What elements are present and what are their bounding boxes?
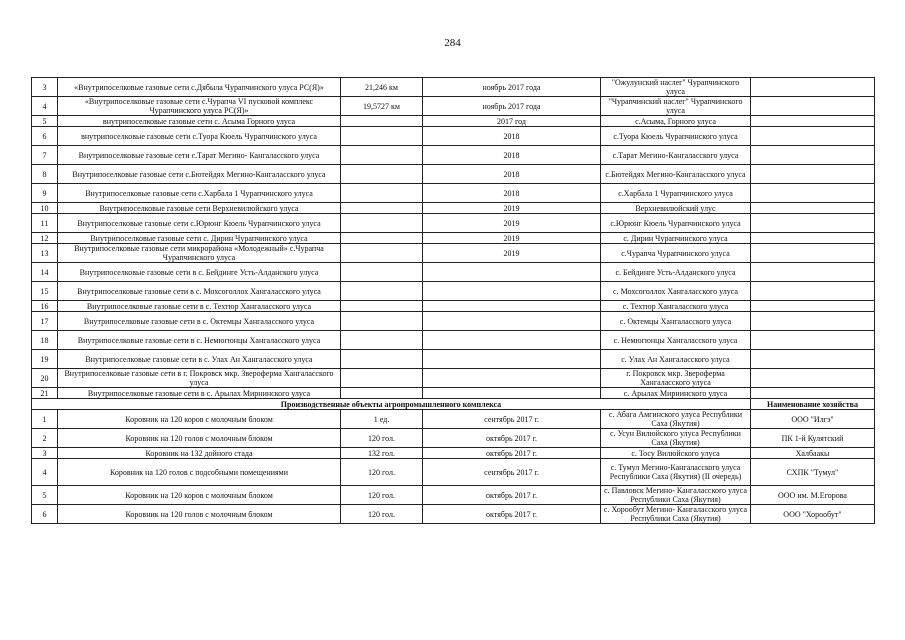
object-length [341, 312, 423, 331]
commission-date: ноябрь 2017 года [423, 78, 601, 97]
table-row [32, 331, 875, 350]
table-row [32, 369, 875, 388]
object-name: Внутрипоселковые газовые сети с.Юрюнг Кюель Чурапчинского улуса [58, 214, 341, 233]
object-owner [751, 97, 875, 116]
object-length [341, 244, 423, 263]
commission-date [423, 312, 601, 331]
object-length [341, 116, 423, 127]
row-number: 21 [32, 388, 58, 399]
table-row [32, 429, 875, 448]
object-owner [751, 350, 875, 369]
farm-name: СХПК "Тумул" [751, 459, 875, 486]
table-row [32, 312, 875, 331]
page-number: 284 [444, 37, 461, 49]
commission-date: октябрь 2017 г. [423, 505, 601, 524]
object-location: Верхневилюйский улус [601, 203, 751, 214]
object-length [341, 263, 423, 282]
object-location: с. Немюгюнцы Хангаласского улуса [601, 331, 751, 350]
row-number: 14 [32, 263, 58, 282]
commission-date: сентябрь 2017 г. [423, 459, 601, 486]
commission-date [423, 350, 601, 369]
object-location: с. Техтюр Хангаласского улуса [601, 301, 751, 312]
object-owner [751, 301, 875, 312]
object-name: внутрипоселковые газовые сети с.Туора Кюель Чурапчинского улуса [58, 127, 341, 146]
object-length [341, 301, 423, 312]
commission-date: октябрь 2017 г. [423, 486, 601, 505]
object-location: "Чурапчинский наслег" Чурапчинского улуса [601, 97, 751, 116]
object-length [341, 369, 423, 388]
object-name: «Внутрипоселковые газовые сети с.Чурапча VI пусковой комплекс Чурапчинского улуса РС(Я)» [58, 97, 341, 116]
table-row [32, 97, 875, 116]
object-owner [751, 369, 875, 388]
object-location: с.Юрюнг Кюель Чурапчинского улуса [601, 214, 751, 233]
object-owner [751, 388, 875, 399]
object-length [341, 184, 423, 203]
table-row [32, 388, 875, 399]
object-capacity: 120 гол. [341, 505, 423, 524]
table-row [32, 203, 875, 214]
object-name: Внутрипоселковые газовые сети Верхневилюйского улуса [58, 203, 341, 214]
object-name: Коровник на 120 голов с молочным блоком [58, 429, 341, 448]
object-location: с.Асыма, Горного улуса [601, 116, 751, 127]
object-location: с. Улах Ан Хангаласского улуса [601, 350, 751, 369]
object-name: Внутрипоселковые газовые сети микрорайона «Молодежный» с.Чурапча Чурапчинского улуса [58, 244, 341, 263]
owner-column-header: Наименование хозяйства [751, 399, 875, 410]
object-capacity: 120 гол. [341, 429, 423, 448]
object-length [341, 282, 423, 301]
commission-date: 2018 [423, 127, 601, 146]
farm-name: ООО "Илгэ" [751, 410, 875, 429]
commission-date: 2019 [423, 244, 601, 263]
row-number: 16 [32, 301, 58, 312]
table-row [32, 448, 875, 459]
object-name: Коровник на 120 голов с молочным блоком [58, 505, 341, 524]
object-name: Внутрипоселковые газовые сети в с. Улах Ан Хангаласского улуса [58, 350, 341, 369]
table-row [32, 116, 875, 127]
table-row [32, 282, 875, 301]
object-name: Внутрипоселковые газовые сети с. Дирин Чурапчинского улуса [58, 233, 341, 244]
commission-date: 2018 [423, 165, 601, 184]
object-name: Внутрипоселковые газовые сети с.Бютейдях Мегино-Кангаласского улуса [58, 165, 341, 184]
row-number: 4 [32, 459, 58, 486]
commission-date: ноябрь 2017 года [423, 97, 601, 116]
object-length: 19,5727 км [341, 97, 423, 116]
object-location: с. Арылах Мирнинского улуса [601, 388, 751, 399]
object-location: с. Тумул Мегино-Кангаласского улуса Республики Саха (Якутия) (II очередь) [601, 459, 751, 486]
table-row [32, 350, 875, 369]
commission-date [423, 388, 601, 399]
commission-date [423, 282, 601, 301]
commission-date [423, 301, 601, 312]
farm-name: ПК 1-й Кулятский [751, 429, 875, 448]
table-row [32, 78, 875, 97]
objects-table [31, 77, 875, 524]
object-location: с. Усун Вилюйского улуса Республики Саха (Якутия) [601, 429, 751, 448]
object-location: с. Павловск Мегино- Кангаласского улуса Республики Саха (Якутия) [601, 486, 751, 505]
object-location: с. Хорообут Мегино- Кангаласского улуса Республики Саха (Якутия) [601, 505, 751, 524]
object-length [341, 350, 423, 369]
object-name: «Внутрипоселковые газовые сети с.Дябыла Чурапчинского улуса РС(Я)» [58, 78, 341, 97]
object-owner [751, 146, 875, 165]
row-number: 5 [32, 116, 58, 127]
object-owner [751, 203, 875, 214]
row-number: 12 [32, 233, 58, 244]
row-number: 11 [32, 214, 58, 233]
row-number: 3 [32, 78, 58, 97]
object-name: Внутрипоселковые газовые сети в с. Октемцы Хангаласского улуса [58, 312, 341, 331]
row-number: 5 [32, 486, 58, 505]
object-name: внутрипоселковые газовые сети с. Асыма Горного улуса [58, 116, 341, 127]
row-number: 19 [32, 350, 58, 369]
row-number: 4 [32, 97, 58, 116]
object-owner [751, 312, 875, 331]
object-location: "Ожулунский наслег" Чурапчинского улуса [601, 78, 751, 97]
farm-name: ООО им. М.Егорова [751, 486, 875, 505]
object-name: Внутрипоселковые газовые сети в с. Немюгюнцы Хангаласского улуса [58, 331, 341, 350]
commission-date: октябрь 2017 г. [423, 448, 601, 459]
table-row [32, 486, 875, 505]
table-row [32, 301, 875, 312]
object-owner [751, 263, 875, 282]
section-title: Производственные объекты агропромышленного комплекса [32, 399, 751, 410]
object-location: с.Бютейдях Мегино-Кангаласского улуса [601, 165, 751, 184]
table-row [32, 127, 875, 146]
table-row [32, 165, 875, 184]
object-owner [751, 116, 875, 127]
row-number: 20 [32, 369, 58, 388]
object-location: с.Туора Кюель Чурапчинского улуса [601, 127, 751, 146]
row-number: 13 [32, 244, 58, 263]
object-name: Коровник на 120 коров с молочным блоком [58, 410, 341, 429]
object-name: Внутрипоселковые газовые сети в с. Бейдинге Усть-Алданского улуса [58, 263, 341, 282]
row-number: 9 [32, 184, 58, 203]
object-capacity: 120 гол. [341, 486, 423, 505]
object-location: с. Дирин Чурапчинского улуса [601, 233, 751, 244]
table-row [32, 263, 875, 282]
object-length [341, 388, 423, 399]
object-owner [751, 331, 875, 350]
row-number: 3 [32, 448, 58, 459]
object-location: с.Тарат Мегино-Кангаласского улуса [601, 146, 751, 165]
object-location: с.Чурапча Чурапчинского улуса [601, 244, 751, 263]
row-number: 7 [32, 146, 58, 165]
object-location: с.Харбала 1 Чурапчинского улуса [601, 184, 751, 203]
row-number: 18 [32, 331, 58, 350]
objects-table-body [32, 78, 875, 524]
commission-date [423, 263, 601, 282]
table-row [32, 459, 875, 486]
object-owner [751, 184, 875, 203]
object-name: Внутрипоселковые газовые сети с.Тарат Мегино- Кангаласского улуса [58, 146, 341, 165]
object-owner [751, 282, 875, 301]
object-owner [751, 244, 875, 263]
commission-date: 2019 [423, 214, 601, 233]
object-owner [751, 127, 875, 146]
object-length [341, 233, 423, 244]
object-length: 21,246 км [341, 78, 423, 97]
row-number: 6 [32, 127, 58, 146]
object-owner [751, 233, 875, 244]
commission-date: 2017 год [423, 116, 601, 127]
row-number: 6 [32, 505, 58, 524]
object-location: с. Бейдинге Усть-Алданского улуса [601, 263, 751, 282]
table-row [32, 233, 875, 244]
object-location: с. Мохсоголлох Хангаласского улуса [601, 282, 751, 301]
object-owner [751, 214, 875, 233]
table-row [32, 146, 875, 165]
row-number: 1 [32, 410, 58, 429]
object-name: Внутрипоселковые газовые сети в с. Мохсоголлох Хангаласского улуса [58, 282, 341, 301]
object-length [341, 214, 423, 233]
object-name: Коровник на 132 дойного стада [58, 448, 341, 459]
object-name: Внутрипоселковые газовые сети в г. Покровск мкр. Звероферма Хангаласского улуса [58, 369, 341, 388]
object-location: г. Покровск мкр. Звероферма Хангаласского улуса [601, 369, 751, 388]
object-length [341, 165, 423, 184]
farm-name: Халбаакы [751, 448, 875, 459]
object-length [341, 127, 423, 146]
object-capacity: 132 гол. [341, 448, 423, 459]
row-number: 8 [32, 165, 58, 184]
commission-date [423, 369, 601, 388]
commission-date [423, 331, 601, 350]
object-name: Коровник на 120 коров с молочным блоком [58, 486, 341, 505]
object-length [341, 146, 423, 165]
object-capacity: 1 ед. [341, 410, 423, 429]
table-row [32, 244, 875, 263]
object-location: с. Абага Амгинского улуса Республики Саха (Якутия) [601, 410, 751, 429]
commission-date: сентябрь 2017 г. [423, 410, 601, 429]
object-owner [751, 78, 875, 97]
farm-name: ООО "Хорообут" [751, 505, 875, 524]
commission-date: 2019 [423, 203, 601, 214]
commission-date: октябрь 2017 г. [423, 429, 601, 448]
table-row [32, 410, 875, 429]
row-number: 2 [32, 429, 58, 448]
commission-date: 2018 [423, 184, 601, 203]
table-row [32, 214, 875, 233]
table-row [32, 505, 875, 524]
object-owner [751, 165, 875, 184]
object-name: Коровник на 120 голов с подсобными помещениями [58, 459, 341, 486]
object-length [341, 203, 423, 214]
row-number: 10 [32, 203, 58, 214]
row-number: 17 [32, 312, 58, 331]
object-location: с. Октемцы Хангаласского улуса [601, 312, 751, 331]
commission-date: 2019 [423, 233, 601, 244]
object-length [341, 331, 423, 350]
object-name: Внутрипоселковые газовые сети с.Харбала 1 Чурапчинского улуса [58, 184, 341, 203]
section-header-row [32, 399, 875, 410]
object-capacity: 120 гол. [341, 459, 423, 486]
object-name: Внутрипоселковые газовые сети в с. Техтюр Хангаласского улуса [58, 301, 341, 312]
row-number: 15 [32, 282, 58, 301]
object-name: Внутрипоселковые газовые сети в с. Арылах Мирнинского улуса [58, 388, 341, 399]
object-location: с. Тосу Вилюйского улуса [601, 448, 751, 459]
table-row [32, 184, 875, 203]
commission-date: 2018 [423, 146, 601, 165]
